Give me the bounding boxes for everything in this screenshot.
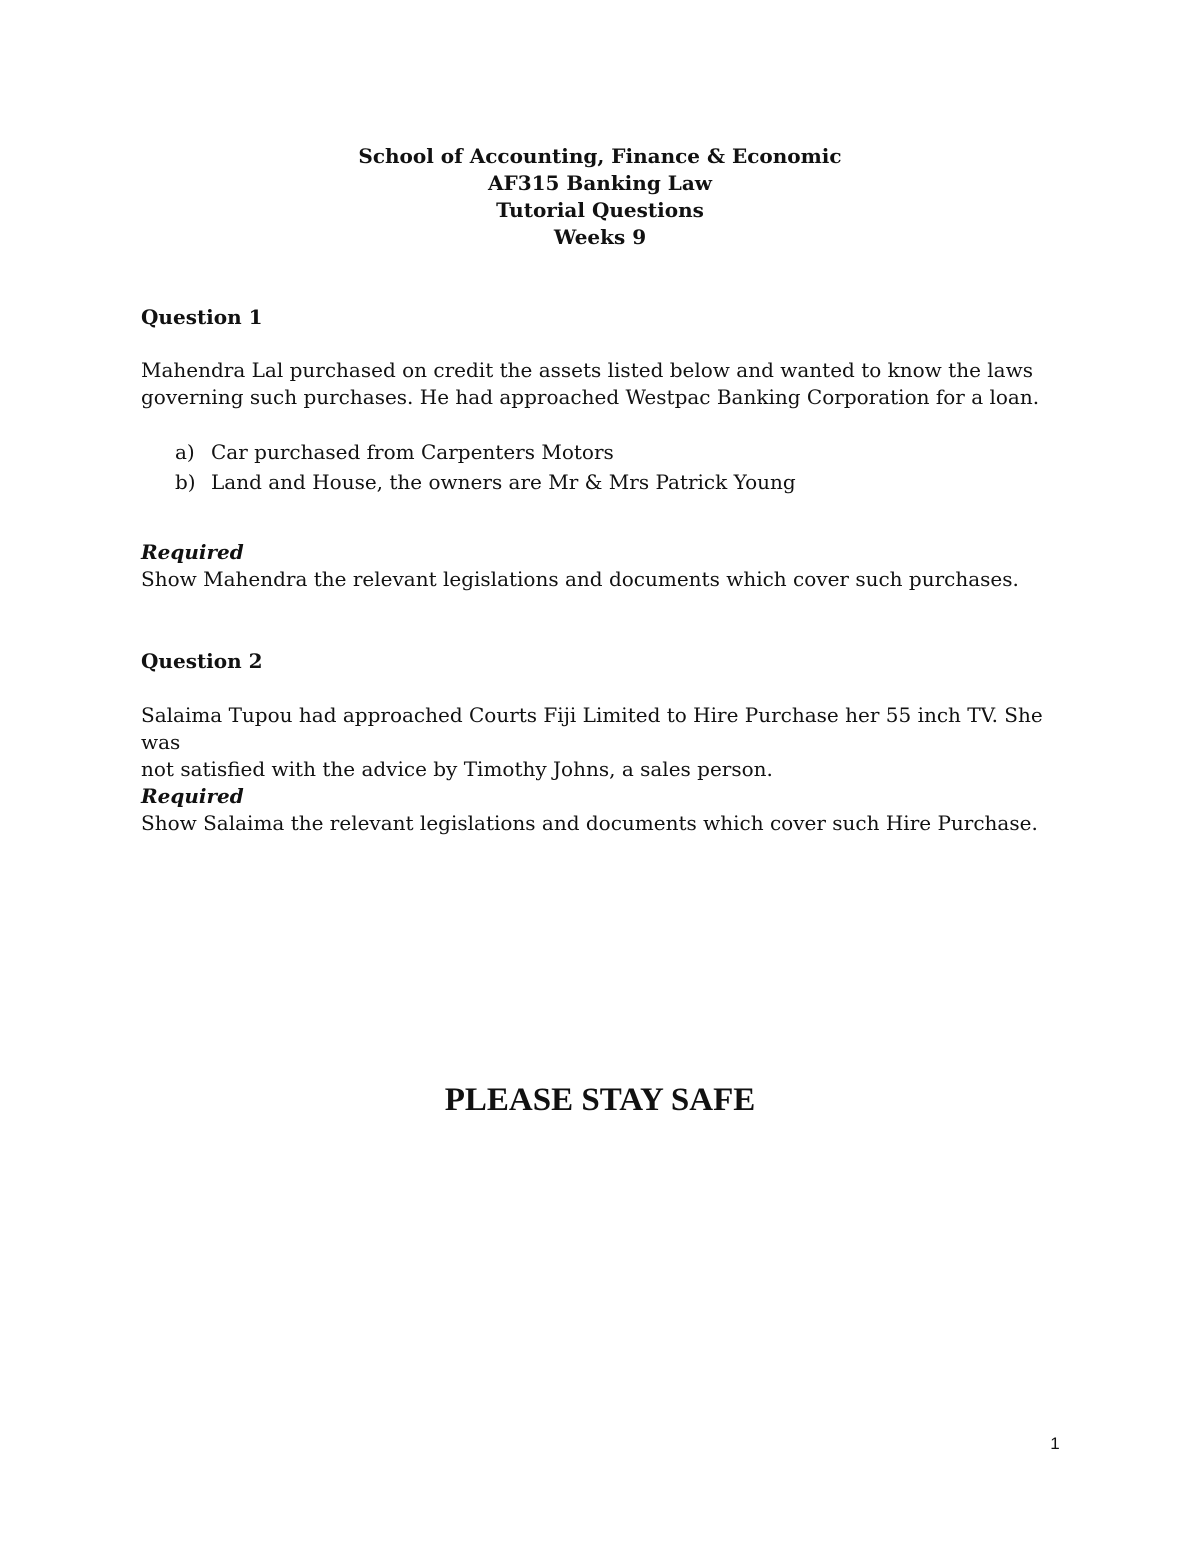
required-text: Show Mahendra the relevant legislations and documents which cover such purchases. — [141, 567, 1019, 591]
list-marker: b) — [175, 470, 196, 494]
stay-safe-message: PLEASE STAY SAFE — [444, 1082, 756, 1118]
week-label: Weeks 9 — [553, 225, 647, 249]
question-2-body-line: Salaima Tupou had approached Courts Fiji Limited to Hire Purchase her 55 inch TV. She was — [141, 703, 1043, 754]
list-item — [141, 437, 1061, 467]
question-1-title: Question 1 — [141, 305, 263, 329]
question-2-body-line: not satisfied with the advice by Timothy Johns, a sales person. — [141, 757, 773, 781]
required-label: Required — [141, 540, 244, 564]
school-name: School of Accounting, Finance & Economic — [358, 144, 842, 168]
document-header — [0, 143, 1200, 251]
list-marker: a) — [175, 440, 195, 464]
question-1-body — [141, 357, 1061, 411]
list-item-text: Car purchased from Carpenters Motors — [211, 440, 614, 464]
list-item — [141, 467, 1061, 497]
question-2-required — [141, 783, 1061, 837]
question-1-body-line: Mahendra Lal purchased on credit the assets listed below and wanted to know the laws — [141, 358, 1033, 382]
question-1-list — [141, 437, 1061, 497]
document-type: Tutorial Questions — [496, 198, 704, 222]
page-number: 1 — [1050, 1434, 1060, 1453]
question-1-body-line: governing such purchases. He had approached Westpac Banking Corporation for a loan. — [141, 385, 1040, 409]
question-1-title-block — [141, 304, 1061, 331]
question-1-required — [141, 539, 1061, 593]
question-2-title-block — [141, 648, 1061, 675]
question-2-title: Question 2 — [141, 649, 263, 673]
required-label: Required — [141, 784, 244, 808]
list-item-text: Land and House, the owners are Mr & Mrs Patrick Young — [211, 470, 796, 494]
course-title: AF315 Banking Law — [487, 171, 712, 195]
required-text: Show Salaima the relevant legislations and documents which cover such Hire Purchase. — [141, 811, 1038, 835]
question-2-body — [141, 702, 1061, 783]
